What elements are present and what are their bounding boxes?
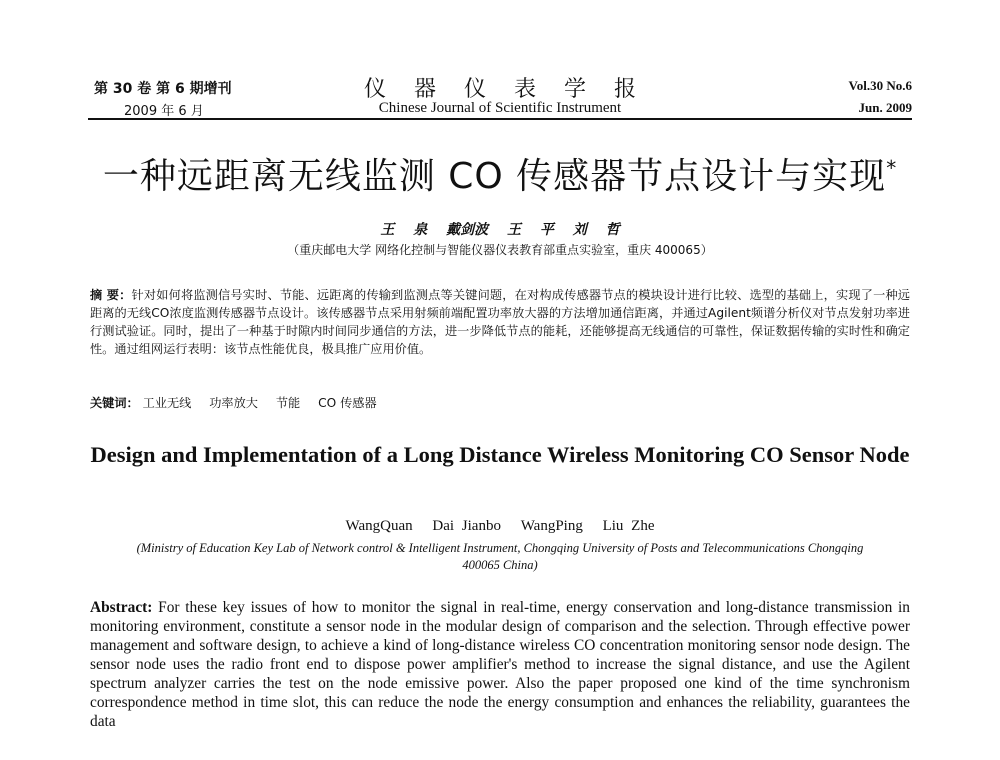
abstract-cn-text: 针对如何将监测信号实时、节能、远距离的传输到监测点等关键问题，在对构成传感器节点的模块设计进行比较、选型的基础上，实现了一种远距离的无线CO浓度监测传感器节点设计。该传感器节点采用射频前端配置功率放大器的方法增加通信距离，并通过Agilent频谱分析仪对节点发射功率进行测试验证。同时，提出了一种基于时隙内时间同步通信的方法，进一步降低节点的能耗，还能够提高无线通信的可靠性，保证数据传输的实时性和确定性。通过组网运行表明：该节点性能优良，极具推广应用价值。 <box>90 288 910 356</box>
journal-name-cn: 仪器仪表学报 <box>363 77 664 102</box>
title-footnote-mark: * <box>886 156 898 180</box>
title-cn-text: 一种远距离无线监测 CO 传感器节点设计与实现 <box>102 156 887 197</box>
header-rule <box>88 118 912 120</box>
title-en: Design and Implementation of a Long Distance Wireless Monitoring CO Sensor Node <box>90 442 910 467</box>
volume-cn: 第 30 卷 第 6 期增刊 <box>94 81 232 97</box>
author-en: Liu Zhe <box>602 518 655 534</box>
author-en: WangQuan <box>345 518 413 534</box>
journal-header <box>88 72 912 118</box>
abstract-en <box>90 598 910 731</box>
abstract-en-label: Abstract: <box>90 599 153 616</box>
keyword: 节能 <box>275 396 301 410</box>
keyword: CO 传感器 <box>318 396 377 410</box>
date-en: Jun. 2009 <box>858 100 912 115</box>
keyword: 功率放大 <box>209 396 258 410</box>
date-cn: 2009 年 6 月 <box>124 104 204 119</box>
title-cn <box>0 148 1000 199</box>
author-en: WangPing <box>520 518 583 534</box>
keywords-cn-label: 关键词： <box>90 396 139 410</box>
affiliation-en: (Ministry of Education Key Lab of Network control & Intelligent Instrument, Chongqing University of Posts and Telecommunications Chongqing 400065 China) <box>136 541 864 572</box>
abstract-cn-label: 摘 要： <box>90 288 132 302</box>
authors-cn: 王 泉 戴剑波 王 平 刘 哲 <box>380 222 620 238</box>
abstract-cn <box>90 286 910 358</box>
authors-en <box>0 518 1000 535</box>
keyword: 工业无线 <box>142 396 192 410</box>
keywords-cn <box>90 394 910 411</box>
journal-name-en: Chinese Journal of Scientific Instrument <box>378 100 622 116</box>
volume-en: Vol.30 No.6 <box>848 78 912 93</box>
author-en: Dai Jianbo <box>432 518 501 534</box>
abstract-en-text: For these key issues of how to monitor the signal in real-time, energy conservation and long-distance transmission in monitoring environment, constitute a sensor node in the modular design of comparison and the selection. Through effective power management and software design, to achieve a kind of long-distance wireless CO concentration monitoring sensor node design. The sensor node uses the radio front end to dispose power amplifier's method to increase the signal distance, and use the Agilent spectrum analyzer carries the test on the node emissive power. Also the paper proposed one kind of the time synchronism correspondence method in time slot, this can reduce the node the energy consumption and enhances the reliability, guarantees the data <box>90 599 910 730</box>
affiliation-cn: （重庆邮电大学 网络化控制与智能仪器仪表教育部重点实验室，重庆 400065） <box>287 243 713 257</box>
